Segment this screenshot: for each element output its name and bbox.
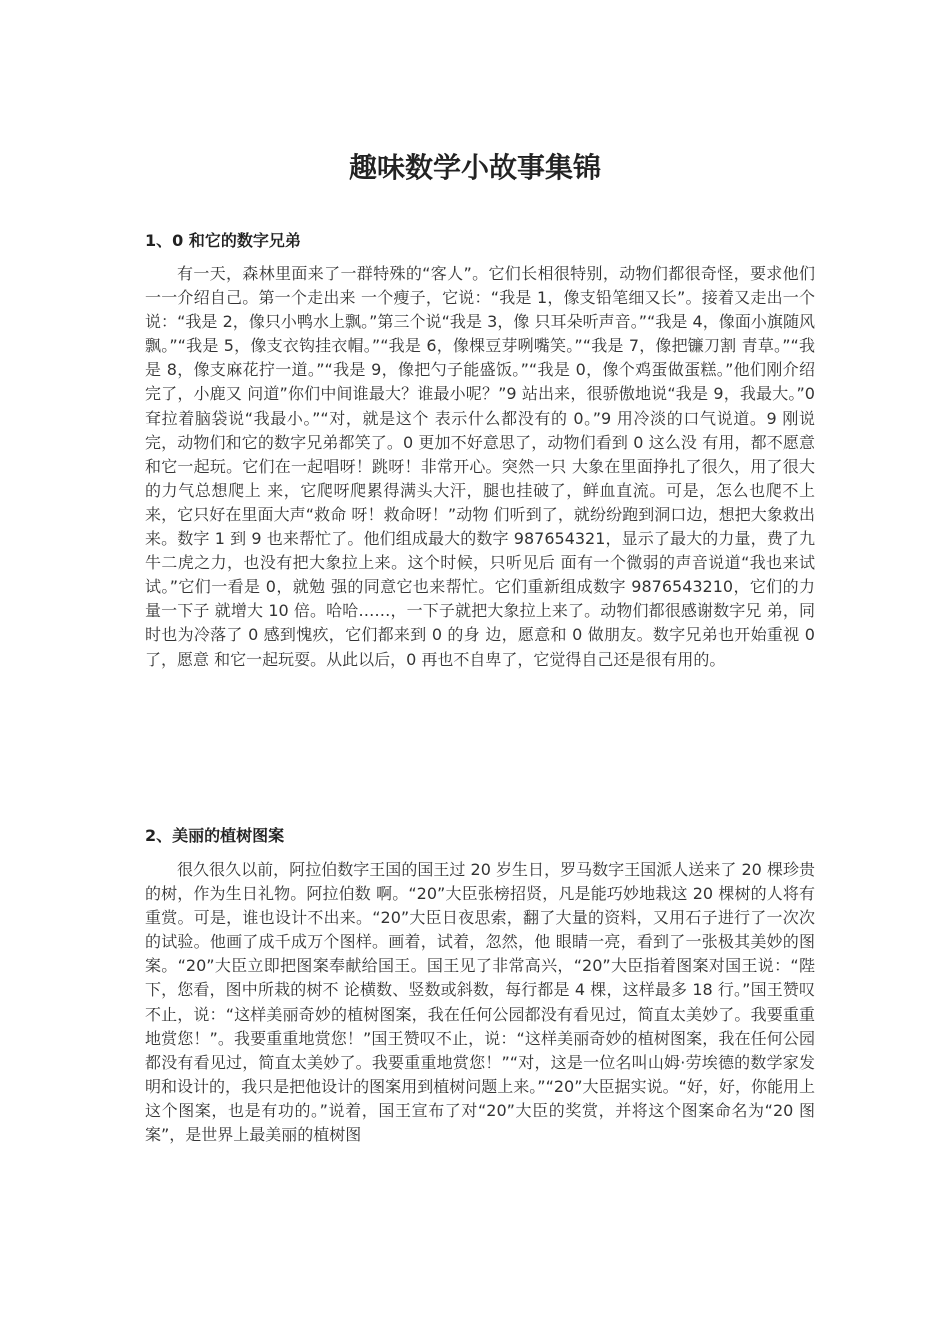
section-heading-1: 1、0 和它的数字兄弟: [145, 231, 301, 250]
section-heading-2: 2、美丽的植树图案: [145, 826, 285, 845]
section-body-2: 很久很久以前，阿拉伯数字王国的国王过 20 岁生日，罗马数字王国派人送来了 20 棵珍贵的树，作为生日礼物。阿拉伯数 啊。“20”大臣张榜招贤，凡是能巧妙地栽这 20 棵树的人将有重赏。可是，谁也设计不出来。“20”大臣日夜思索，翻了大量的资料，又用石子进行了一次次的试验。他画了成千成万个图样。画着，试着，忽然，他 眼睛一亮，看到了一张极其美妙的图案。“20”大臣立即把图案奉献给国王。国王见了非常高兴，“20”大臣指着图案对国王说：“陛下，您看，图中所栽的树不 论横数、竖数或斜数，每行都是 4 棵，这样最多 18 行。”国王赞叹不止，说：“这样美丽奇妙的植树图案，我在任何公园都没有看见过，简直太美妙了。我要重重地赏您！”。我要重重地赏您！”国王赞叹不止，说：“这样美丽奇妙的植树图案，我在任何公园都没有看见过，简直太美妙了。我要重重地赏您！”“对，这是一位名叫山姆·劳埃德的数学家发明和设计的，我只是把他设计的图案用到植树问题上来。”“20”大臣据实说。“好，好，你能用上这个图案，也是有功的。”说着，国王宣布了对“20”大臣的奖赏，并将这个图案命名为“20 图案”，是世界上最美丽的植树图: [145, 860, 815, 1145]
section-body-1: 有一天，森林里面来了一群特殊的“客人”。它们长相很特别，动物们都很奇怪，要求他们一一介绍自己。第一个走出来 一个瘦子，它说：“我是 1，像支铅笔细又长”。接着又走出一个说：“我是 2，像只小鸭水上飘。”第三个说“我是 3，像 只耳朵听声音。”“我是 4，像面小旗随风飘。”“我是 5，像支衣钩挂衣帽。”“我是 6，像棵豆芽咧嘴笑。”“我是 7，像把镰刀割 青草。”“我是 8，像支麻花拧一道。”“我是 9，像把勺子能盛饭。”“我是 0，像个鸡蛋做蛋糕。”他们刚介绍完了，小鹿又 问道”你们中间谁最大？谁最小呢？”9 站出来，很骄傲地说“我是 9，我最大。”0 耷拉着脑袋说“我最小。”“对，就是这个 表示什么都没有的 0。”9 用冷淡的口气说道。9 刚说完，动物们和它的数字兄弟都笑了。0 更加不好意思了，动物们看到 0 这么没 有用，都不愿意和它一起玩。它们在一起唱呀！跳呀！非常开心。突然一只 大象在里面挣扎了很久，用了很大的力气总想爬上 来，它爬呀爬累得满头大汗，腿也挂破了，鲜血直流。可是，怎么也爬不上来，它只好在里面大声“救命 呀！救命呀！”动物 们听到了，就纷纷跑到洞口边，想把大象救出来。数字 1 到 9 也来帮忙了。他们组成最大的数字 987654321，显示了最大的力量，费了九牛二虎之力，也没有把大象拉上来。这个时候，只听见后 面有一个微弱的声音说道“我也来试试。”它们一看是 0，就勉 强的同意它也来帮忙。它们重新组成数字 9876543210，它们的力量一下子 就增大 10 倍。哈哈……，一下子就把大象拉上来了。动物们都很感谢数字兄 弟，同时也为冷落了 0 感到愧疚，它们都来到 0 的身 边，愿意和 0 做朋友。数字兄弟也开始重视 0 了，愿意 和它一起玩耍。从此以后，0 再也不自卑了，它觉得自己还是很有用的。: [145, 264, 815, 669]
page-title: 趣味数学小故事集锦: [348, 151, 601, 184]
